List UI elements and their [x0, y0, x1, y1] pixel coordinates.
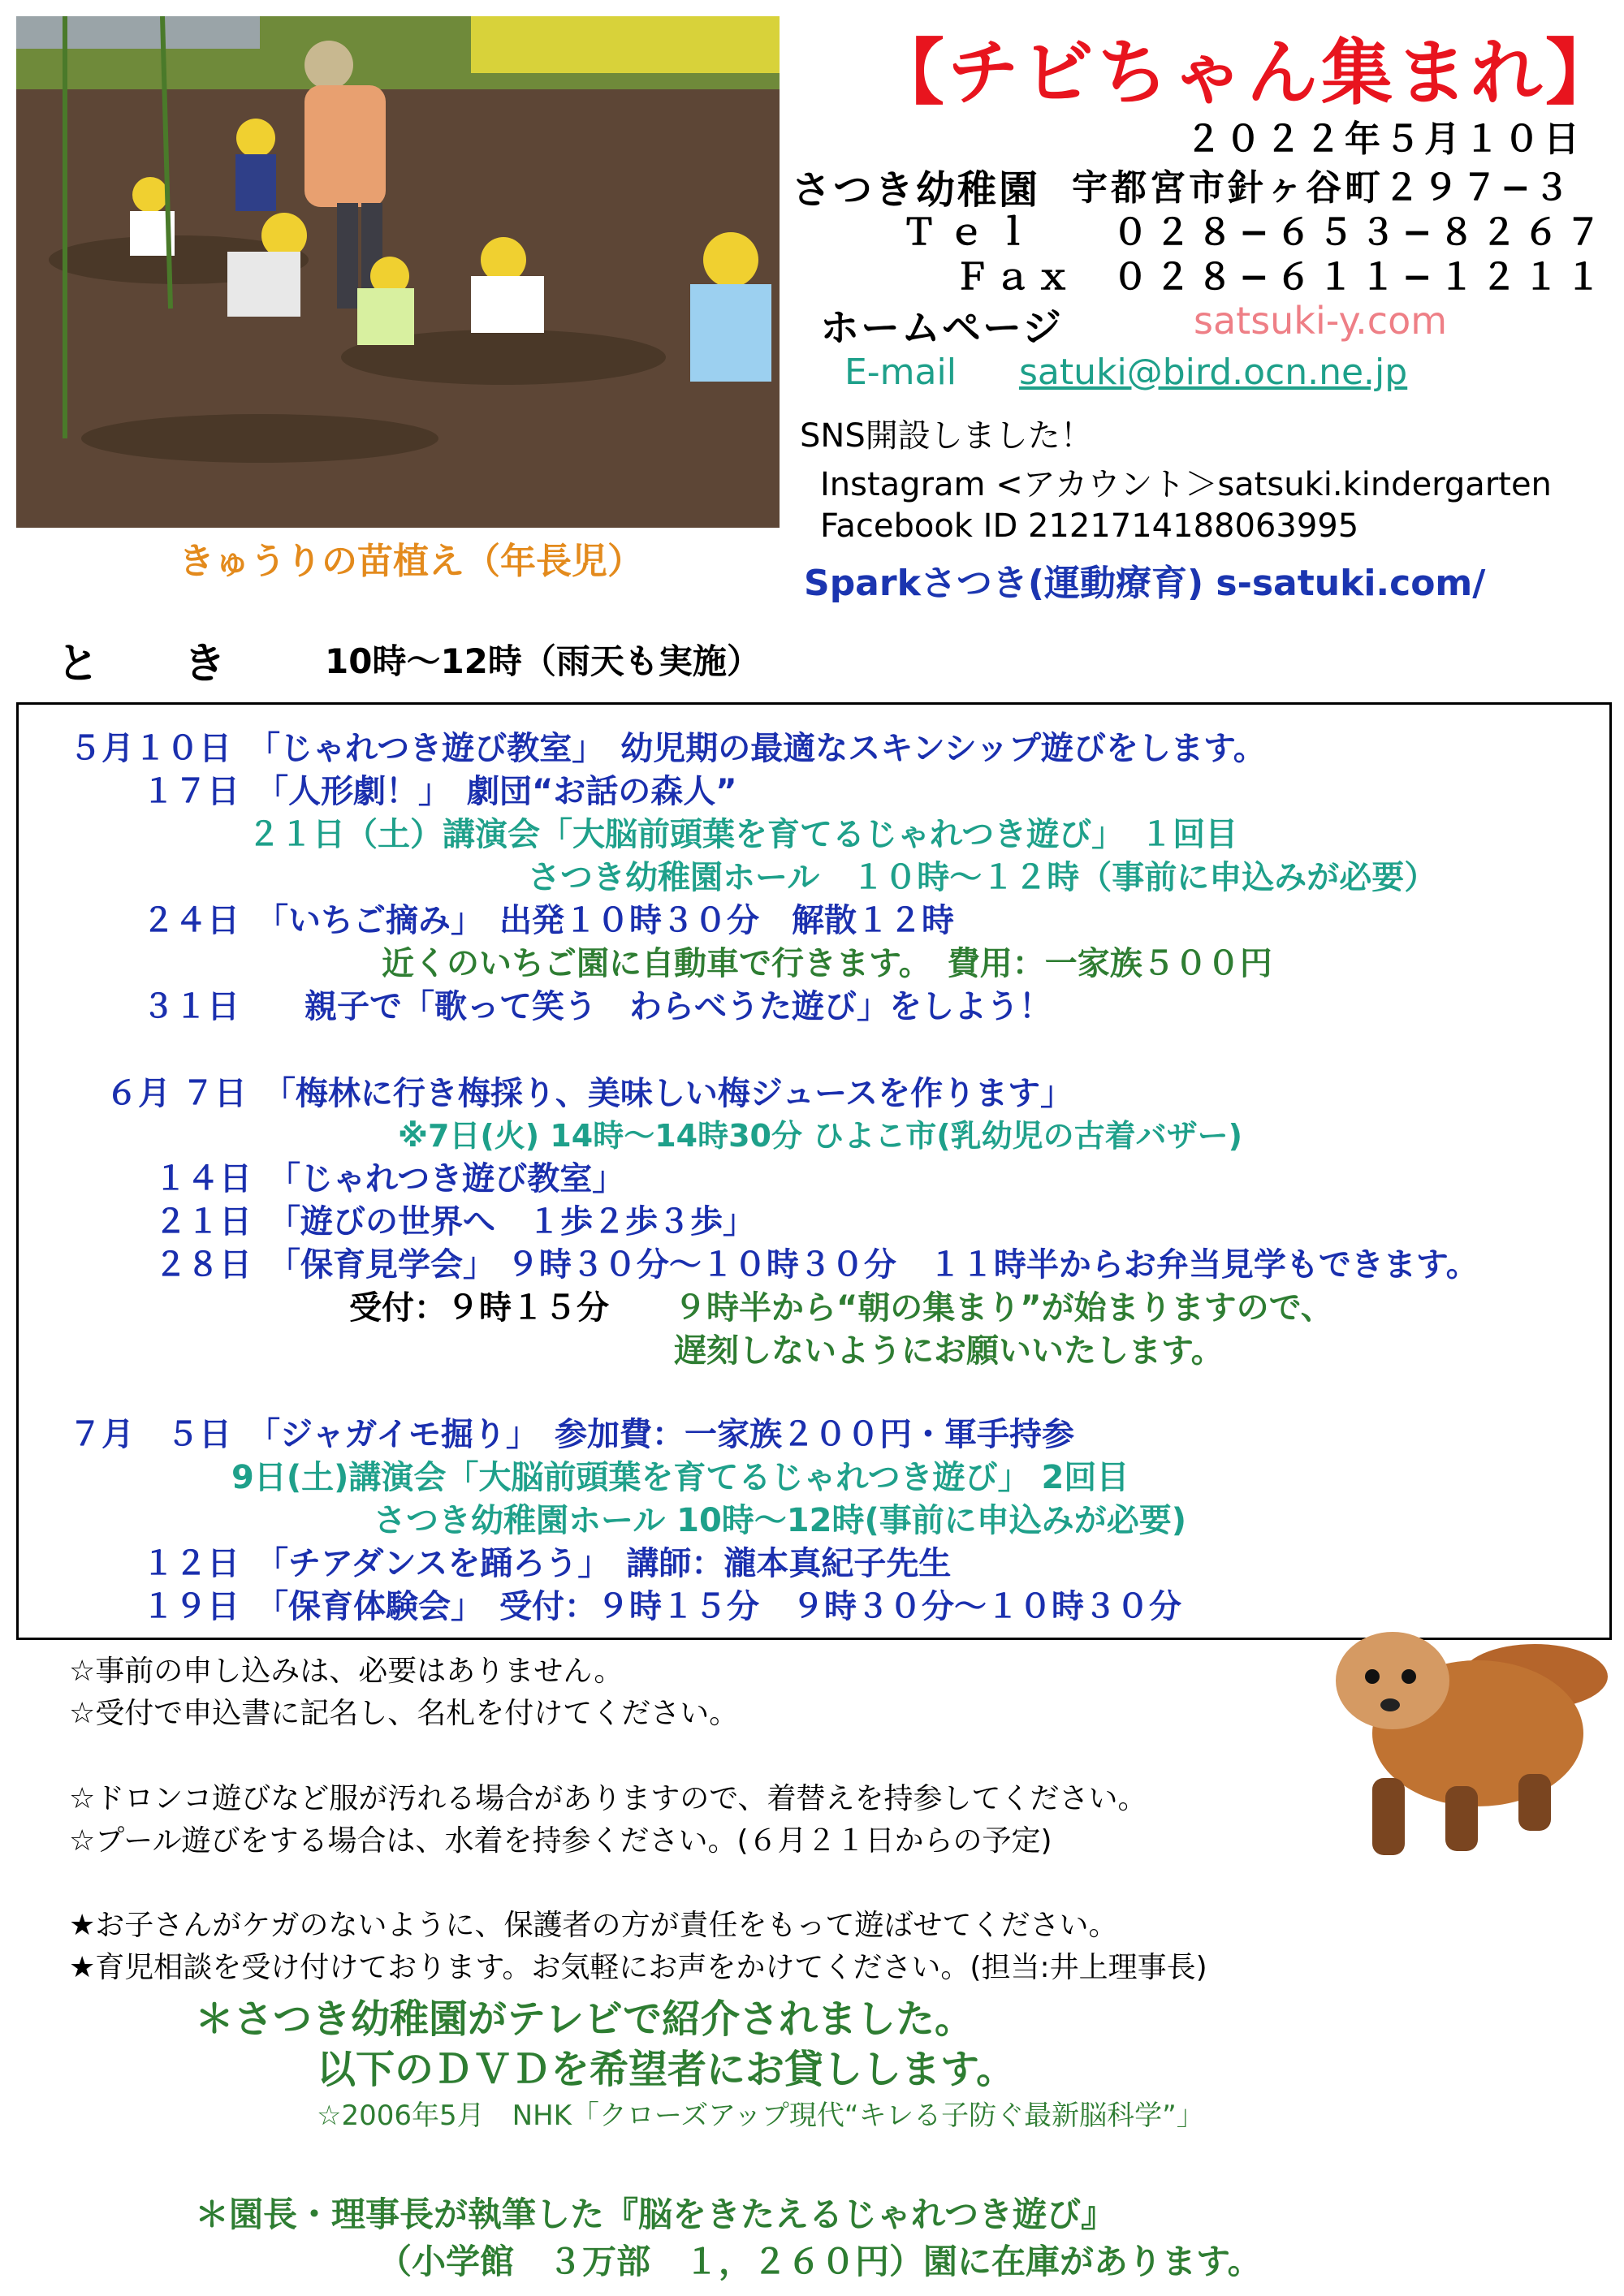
time-label: と き — [57, 640, 227, 688]
schedule-jun-07-note: ※7日(火) 14時〜14時30分 ひよこ市(乳幼児の古着バザー) — [398, 1118, 1242, 1154]
page-title: 【チビちゃん集まれ】 — [873, 31, 1621, 114]
schedule-may-24-detail: 近くのいちご園に自動車で行きます。 費用：一家族５００円 — [382, 945, 1272, 982]
schedule-jul-19: １９日 「保育体験会」 受付：９時１５分 ９時３０分〜１０時３０分 — [142, 1588, 1181, 1625]
schedule-may-10: ５月１０日 「じゃれつき遊び教室」 幼児期の最適なスキンシップ遊びをします。 — [69, 730, 1266, 767]
fax-number: ０２８−６１１−１２１１ — [1112, 257, 1608, 298]
schedule-may-31: ３１日 親子で「歌って笑う わらべうた遊び」をしよう！ — [142, 988, 1052, 1025]
schedule-jun-28-reception: 受付：９時１５分 — [349, 1289, 609, 1327]
note-reception: ☆受付で申込書に記名し、名札を付けてください。 — [69, 1697, 739, 1730]
schedule-may-21-detail: さつき幼稚園ホール １０時〜１２時（事前に申込みが必要） — [528, 859, 1437, 896]
note-safety: ★お子さんがケガのないように、保護者の方が責任をもって遊ばせてください。 — [69, 1909, 1118, 1942]
homepage-link[interactable]: satsuki-y.com — [1194, 299, 1448, 343]
school-name: さつき幼稚園 — [792, 167, 1041, 213]
fax-label: Ｆａｘ — [954, 257, 1076, 298]
instagram-account: Instagram <アカウント＞satsuki.kindergarten — [820, 466, 1552, 503]
address: 宇都宮市針ヶ谷町２９７−３ — [1072, 167, 1573, 209]
spark-link[interactable]: Sparkさつき(運動療育) s-satuki.com/ — [804, 563, 1486, 604]
dvd-loan: 以下のＤＶＤを希望者にお貸しします。 — [317, 2047, 1016, 2092]
homepage-label: ホームページ — [820, 305, 1064, 351]
schedule-jun-21: ２１日 「遊びの世界へ １歩２歩３歩」 — [154, 1203, 755, 1241]
schedule-jun-28-note2: 遅刻しないようにお願いいたします。 — [674, 1332, 1224, 1370]
book-title: ＊園長・理事長が執筆した『脳をきたえるじゃれつき遊び』 — [195, 2195, 1116, 2234]
facebook-id: Facebook ID 2121714188063995 — [820, 507, 1359, 545]
planting-photo — [16, 16, 780, 528]
email-link[interactable]: satuki@bird.ocn.ne.jp — [1019, 352, 1408, 393]
schedule-jun-28: ２８日 「保育見学会」 ９時３０分〜１０時３０分 １１時半からお弁当見学もできます。 — [154, 1246, 1479, 1284]
schedule-jun-14: １４日 「じゃれつき遊び教室」 — [154, 1160, 625, 1198]
dvd-program: ☆2006年5月 NHK「クローズアップ現代“キレる子防ぐ最新脳科学”」 — [317, 2100, 1204, 2132]
note-change-clothes: ☆ドロンコ遊びなど服が汚れる場合がありますので、着替えを持参してください。 — [69, 1782, 1147, 1815]
tv-feature: ＊さつき幼稚園がテレビで紹介されました。 — [195, 1996, 974, 2042]
schedule-jun-07: ６月 ７日 「梅林に行き梅採り、美味しい梅ジュースを作ります」 — [106, 1075, 1073, 1112]
schedule-may-17: １７日 「人形劇！」 劇団“お話の森人” — [142, 773, 737, 810]
schedule-jul-12: １２日 「チアダンスを踊ろう」 講師：瀧本真紀子先生 — [142, 1545, 952, 1582]
photo-caption: きゅうりの苗植え（年長児） — [179, 541, 643, 582]
email-label: E-mail — [844, 352, 957, 393]
tel-number: ０２８−６５３−８２６７ — [1112, 212, 1608, 253]
issue-date: ２０２２年５月１０日 — [1186, 119, 1583, 160]
schedule-may-21: ２１日（土）講演会「大脳前頭葉を育てるじゃれつき遊び」 １回目 — [248, 816, 1238, 853]
schedule-jun-28-note: ９時半から“朝の集まり”が始まりますので、 — [674, 1289, 1333, 1327]
note-swimwear: ☆プール遊びをする場合は、水着を持参ください。(６月２１日からの予定) — [69, 1824, 1052, 1858]
book-details: （小学館 ３万部 １，２６０円）園に在庫があります。 — [378, 2242, 1262, 2281]
schedule-may-24: ２４日 「いちご摘み」 出発１０時３０分 解散１２時 — [142, 902, 954, 939]
note-consultation: ★育児相談を受け付けております。お気軽にお声をかけてください。(担当:井上理事長) — [69, 1951, 1207, 1984]
schedule-jul-05: ７月 ５日 「ジャガイモ掘り」 参加費：一家族２００円・軍手持参 — [69, 1416, 1074, 1453]
time-value: 10時〜12時（雨天も実施） — [325, 641, 761, 681]
schedule-jul-09-detail: さつき幼稚園ホール 10時〜12時(事前に申込みが必要) — [374, 1502, 1187, 1539]
schedule-jul-09: 9日(土)講演会「大脳前頭葉を育てるじゃれつき遊び」 2回目 — [231, 1459, 1129, 1496]
tel-label: Ｔｅｌ — [901, 212, 1043, 253]
ferret-image — [1315, 1603, 1608, 1871]
sns-heading: SNS開設しました！ — [800, 417, 1093, 455]
note-no-preregistration: ☆事前の申し込みは、必要はありません。 — [69, 1655, 624, 1688]
